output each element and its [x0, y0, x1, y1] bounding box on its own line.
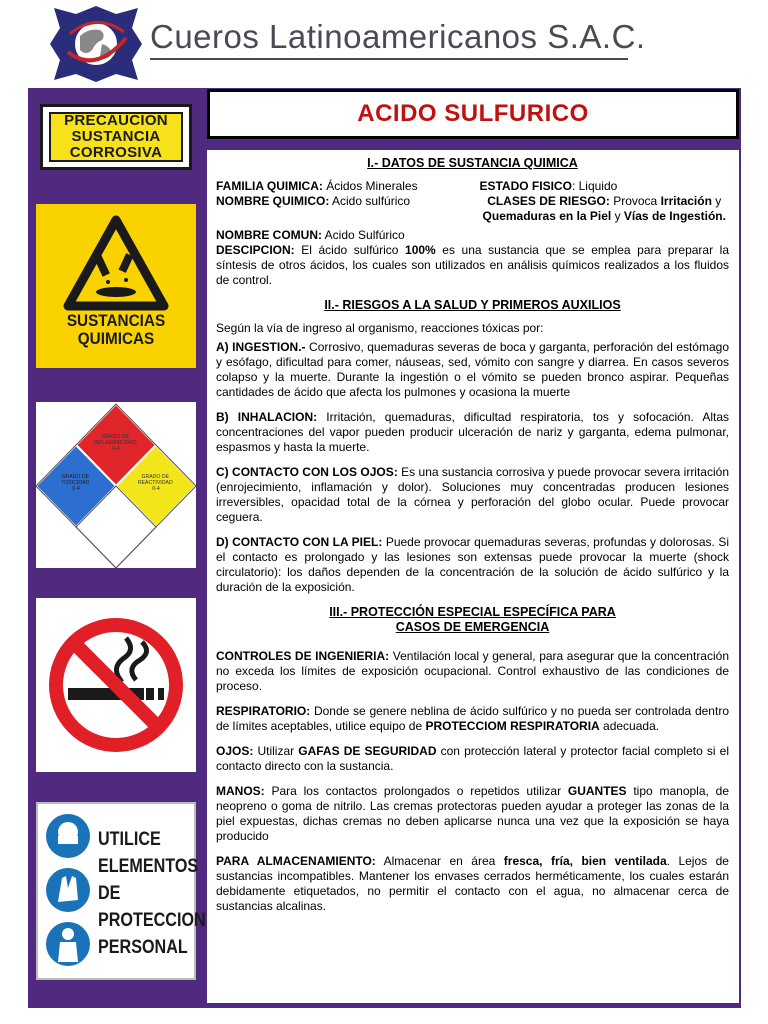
bold-text: Vías de Ingestión. — [623, 209, 726, 223]
label: DESCIPCION: — [216, 243, 295, 257]
company-name: Cueros Latinoamericanos S.A.C. — [150, 18, 646, 55]
caution-line: CORROSIVA — [69, 144, 163, 161]
text: Para los contactos prolongados o repetidos utilizar — [264, 784, 568, 798]
nfpa-right-label: GRADO DE REACTIVIDAD 0-4 — [137, 474, 173, 492]
bold-text: fresca, fría, bien ventilada — [503, 854, 667, 868]
no-smoking-icon — [36, 598, 196, 772]
heading-line: III.- PROTECCIÓN ESPECIAL ESPECÍFICA PARA — [329, 605, 616, 619]
chemical-sign-line: QUIMICAS — [77, 329, 155, 348]
substance-data-right — [479, 179, 729, 224]
section-heading-1: I.- DATOS DE SUSTANCIA QUIMICA — [367, 156, 578, 170]
piel-paragraph — [216, 535, 729, 595]
caution-line: PRECAUCION — [64, 112, 168, 129]
familia-quimica — [216, 179, 479, 194]
manos-paragraph — [216, 784, 729, 844]
ojos-paragraph — [216, 465, 729, 525]
bold-text: Quemaduras en la Piel — [482, 209, 612, 223]
label: A) INGESTION.- — [216, 340, 306, 354]
almacenamiento-paragraph — [216, 854, 729, 914]
text: Corrosivo, quemaduras severas de boca y garganta, perforación del estómago y esófago, dificultad para comer, náuseas, sed, vómito con sangre y diarrea. En casos severos colapso y la muerte. Durante la ingestión o el vómito se pueden bronco aspirar. Pequeñas cantidades de ácido que afecta los pulmones y ocasiona la muerte — [216, 340, 729, 399]
caution-line: SUSTANCIA — [71, 128, 161, 145]
text: adecuada. — [599, 719, 660, 733]
text: . Lejos de sustancias incompatibles. Mantener los envases cerrados herméticamente, los cuales estarán debidamente etiquetados, no permitir el contacto con el agua, no almacenar cerca de sustancias alcalinas. — [216, 854, 729, 913]
ppe-line: PROTECCION — [98, 910, 206, 931]
bold-text: GUANTES — [567, 784, 627, 798]
estado-fisico — [479, 179, 729, 194]
ppe-line: PERSONAL — [98, 937, 188, 958]
section-heading-3 — [216, 605, 729, 635]
text: Almacenar en área — [375, 854, 504, 868]
label: PARA ALMACENAMIENTO: — [216, 854, 376, 868]
substance-data — [216, 179, 729, 224]
value: : Liquido — [571, 179, 618, 193]
chemical-sign-line: SUSTANCIAS — [66, 311, 166, 330]
substance-data-left — [216, 179, 479, 224]
no-smoking-sign — [36, 598, 196, 772]
page-title: ACIDO SULFURICO — [357, 100, 589, 127]
label: OJOS: — [216, 744, 254, 758]
text: y — [611, 209, 624, 223]
inhalacion-paragraph — [216, 410, 729, 455]
ppe-line: UTILICE — [98, 829, 161, 850]
label: CONTROLES DE INGENIERIA: — [216, 649, 390, 663]
label: RESPIRATORIO: — [216, 704, 311, 718]
respiratorio-paragraph — [216, 704, 729, 734]
text: Ventilación local y general, para asegurar que la concentración no exceda los límites de exposición ocupacional. Control exhaustivo de las condiciones de proceso. — [216, 649, 729, 693]
ppe-sign-text — [98, 826, 206, 961]
ppe-line: DE — [98, 883, 121, 904]
text: Puede provocar quemaduras severas, profundas y dolorosas. Si el contacto es prolongado y las lesiones son extensas puede provocar la muerte (shock circulatorio): los daños dependen de la concentración de la solución de ácido sulfúrico y la duración de la exposición. — [216, 535, 729, 594]
health-intro: Según la vía de ingreso al organismo, reacciones tóxicas por: — [216, 321, 544, 335]
nfpa-left-label: GRADO DE TOXICIDAD 0-4 — [61, 474, 90, 492]
bold-text: GAFAS DE SEGURIDAD — [298, 744, 437, 758]
label: NOMBRE QUIMICO: — [216, 194, 330, 208]
content-panel — [207, 150, 739, 1003]
nfpa-top-label: GRADO DE INFLAMABILIDAD 0-4 — [93, 434, 137, 452]
text: El ácido sulfúrico — [294, 243, 406, 257]
ingenieria-paragraph — [216, 649, 729, 694]
text: Utilizar — [253, 744, 299, 758]
ppe-icons — [40, 804, 100, 978]
divider — [150, 58, 628, 60]
descripcion — [216, 243, 729, 288]
nombre-quimico — [216, 194, 479, 209]
text: Irritación, quemaduras, dificultad respiratoria, tos y sofocación. Altas concentraciones del vapor pueden producir ulceración de nariz y garganta, edema pulmonar, espasmos y hasta la muerte. — [216, 410, 729, 454]
page-header — [0, 0, 768, 88]
text: con protección lateral y protector facial completo si el contacto directo con la sustancia. — [216, 744, 729, 773]
value: Ácidos Minerales — [322, 179, 418, 193]
bold-text: 100% — [405, 243, 436, 257]
title-box — [207, 89, 739, 139]
nfpa-diamond-icon — [36, 402, 196, 568]
label: D) CONTACTO CON LA PIEL: — [216, 535, 383, 549]
bold-text: PROTECCIOM RESPIRATORIA — [425, 719, 600, 733]
nfpa-diamond — [36, 402, 196, 568]
text: Es una sustancia corrosiva y puede provocar severa irritación (enrojecimiento, inflamación y dolor). Soluciones muy concentradas producen lesiones irreversibles, opacidad total de la córnea y perforación del globo ocular. Puede provocar ceguera. — [216, 465, 729, 524]
label: MANOS: — [216, 784, 265, 798]
heading-line: CASOS DE EMERGENCIA — [395, 620, 550, 634]
label: NOMBRE COMUN: — [216, 228, 322, 242]
bold-text: Irritación — [660, 194, 712, 208]
chemical-sign-text — [44, 312, 188, 348]
text: es una sustancia que se emplea para preparar la síntesis de otros ácidos, los cuales son utilizados en análisis químicos realizados a los fluidos de control. — [216, 243, 729, 287]
nombre-comun — [216, 228, 729, 243]
section-heading-2: II.- RIESGOS A LA SALUD Y PRIMEROS AUXILIOS — [324, 298, 621, 312]
value: Acido sulfúrico — [329, 194, 411, 208]
label: ESTADO FISICO — [479, 179, 572, 193]
sidebar — [36, 88, 206, 1008]
text: Provoca — [609, 194, 661, 208]
text: Donde se genere neblina de ácido sulfúrico y no pueda ser controlada dentro de límites aceptables, utilice equipo de — [216, 704, 729, 733]
chemical-hazard-sign — [36, 204, 196, 368]
company-logo-globe-icon — [46, 4, 146, 84]
caution-sign — [40, 104, 192, 170]
ppe-sign — [36, 802, 206, 980]
text: y — [711, 194, 722, 208]
ingestion-paragraph — [216, 340, 729, 400]
corrosive-warning-icon — [36, 210, 196, 320]
label: B) INHALACION: — [216, 410, 318, 424]
ppe-line: ELEMENTOS — [98, 856, 199, 877]
clases-de-riesgo — [479, 194, 729, 224]
text: tipo manopla, de neopreno o goma de nitrilo. Las cremas protectoras pueden ayudar a proteger las zonas de la piel expuestas, dichas cremas no deben aplicarse nunca una vez que la exposición se haya producido — [216, 784, 729, 843]
value: Acido Sulfúrico — [322, 228, 405, 242]
label: C) CONTACTO CON LOS OJOS: — [216, 465, 398, 479]
ojos-proteccion-paragraph — [216, 744, 729, 774]
label: CLASES DE RIESGO: — [487, 194, 610, 208]
label: FAMILIA QUIMICA: — [216, 179, 323, 193]
